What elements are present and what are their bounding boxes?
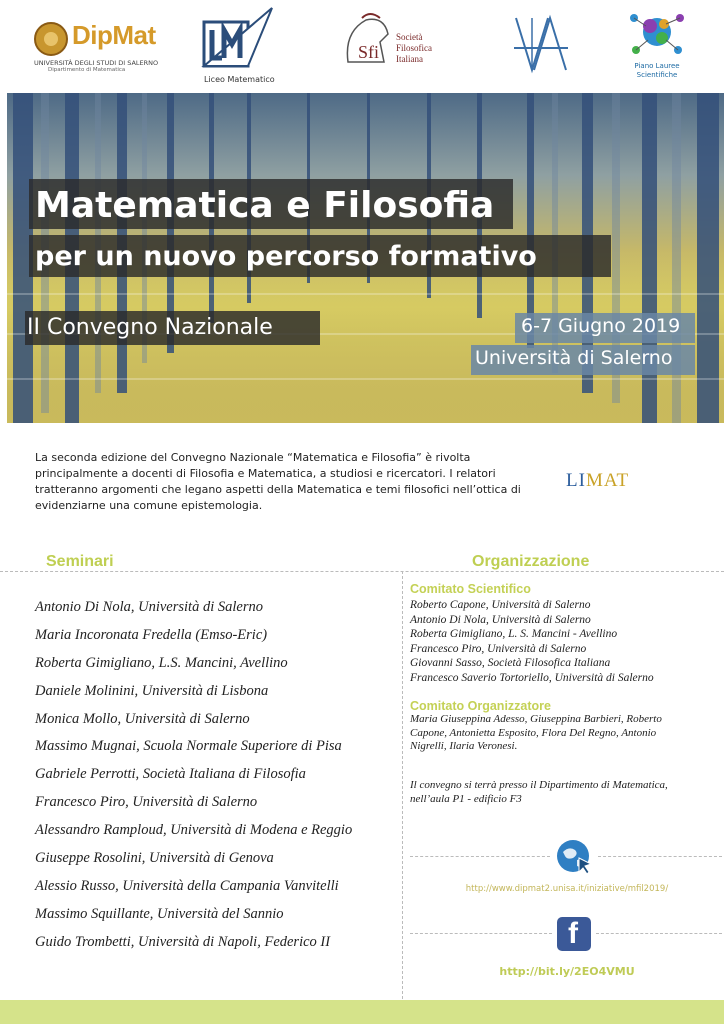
pls-line-2: Scientifiche <box>636 71 678 79</box>
list-item: Giuseppe Rosolini, Università di Genova <box>35 850 274 867</box>
dipmat-department: Dipartimento di Matematica <box>48 67 126 73</box>
list-item: Gabriele Perrotti, Società Italiana di Filosofia <box>35 766 306 783</box>
venue-note: Il convegno si terrà presso il Dipartimento di Matematica, nell’aula P1 - edificio F3 <box>410 779 668 805</box>
web-divider-right <box>598 856 722 857</box>
comitato-organizzatore-members: Maria Giuseppina Adesso, Giuseppina Barbieri, Roberto Capone, Antonietta Esposito, Flora Del Regno, Antonio Nigrelli, Ilaria Veronesi. <box>410 713 662 752</box>
sfi-helmet-icon <box>340 12 396 72</box>
pls-line-1: Piano Lauree <box>634 62 680 70</box>
pls-molecule-icon <box>626 8 688 60</box>
comitato-organizzatore-heading: Comitato Organizzatore <box>410 699 551 713</box>
university-seal-icon <box>34 22 68 56</box>
list-item: Guido Trombetti, Università di Napoli, Federico II <box>35 933 331 950</box>
list-item: Massimo Squillante, Università del Sannio <box>35 905 284 922</box>
sfi-line-2: Filosofica <box>396 43 432 53</box>
fb-divider-left <box>410 933 552 934</box>
conference-venue: Università di Salerno <box>475 347 673 369</box>
conference-edition: II Convegno Nazionale <box>27 315 273 340</box>
list-item: Giovanni Sasso, Società Filosofica Italiana <box>410 657 611 669</box>
list-item: Massimo Mugnai, Scuola Normale Superiore di Pisa <box>35 738 342 755</box>
liceo-caption: Liceo Matematico <box>204 75 275 84</box>
fb-divider-right <box>596 933 722 934</box>
logos-row <box>0 0 724 92</box>
va-logo <box>512 14 570 74</box>
sfi-logo <box>340 12 440 72</box>
limat-logo <box>566 470 629 492</box>
lm-emblem-icon <box>198 6 278 74</box>
globe-cursor-icon <box>555 838 593 876</box>
list-item: Antonio Di Nola, Università di Salerno <box>410 613 591 626</box>
hero-banner <box>7 93 724 423</box>
list-item: Alessandro Ramploud, Università di Modena e Reggio <box>35 822 353 839</box>
list-item: Roberto Capone, Università di Salerno <box>410 599 591 611</box>
list-item: Francesco Piro, Università di Salerno <box>35 794 258 811</box>
limat-part-2: MAT <box>585 470 630 491</box>
list-item: Roberta Gimigliano, L.S. Mancini, Avellino <box>35 654 288 671</box>
comitato-scientifico-heading: Comitato Scientifico <box>410 582 531 596</box>
dipmat-wordmark: DipMat <box>72 20 156 50</box>
va-mark-icon <box>512 14 570 74</box>
list-item: Maria Incoronata Fredella (Emso-Eric) <box>35 626 268 643</box>
sfi-line-3: Italiana <box>396 54 423 64</box>
dipmat-logo <box>34 20 159 73</box>
list-item: Francesco Saverio Tortoriello, Università di Salerno <box>410 671 654 684</box>
list-item: Francesco Piro, Università di Salerno <box>410 642 587 655</box>
facebook-link[interactable]: http://bit.ly/2EO4VMU <box>499 965 635 978</box>
svg-text:Sfi: Sfi <box>358 42 380 62</box>
web-divider-left <box>410 856 550 857</box>
conference-title: Matematica e Filosofia <box>35 185 495 226</box>
dipmat-university: UNIVERSITÀ DEGLI STUDI DI SALERNO <box>34 59 159 67</box>
list-item: Alessio Russo, Università della Campania Vanvitelli <box>35 877 339 894</box>
sfi-line-1: Società <box>396 32 423 42</box>
facebook-icon: f <box>557 917 591 951</box>
list-item: Antonio Di Nola, Università di Salerno <box>35 599 263 615</box>
list-item: Monica Mollo, Università di Salerno <box>35 710 250 727</box>
limat-part-1: LI <box>566 470 586 491</box>
seminari-heading: Seminari <box>46 553 114 570</box>
section-divider <box>0 571 724 572</box>
footer-bar <box>0 1000 724 1024</box>
comitato-scientifico-list <box>410 598 722 685</box>
list-item: Roberta Gimigliano, L. S. Mancini - Avellino <box>410 628 618 640</box>
conference-dates: 6-7 Giugno 2019 <box>521 315 681 337</box>
speakers-list <box>35 596 405 959</box>
organizzazione-heading: Organizzazione <box>472 553 590 570</box>
liceo-matematico-logo <box>198 6 278 86</box>
website-link[interactable]: http://www.dipmat2.unisa.it/iniziative/mfil2019/ <box>465 884 669 894</box>
list-item: Daniele Molinini, Università di Lisbona <box>35 682 269 699</box>
conference-subtitle: per un nuovo percorso formativo <box>35 241 537 272</box>
piano-lauree-logo <box>626 8 688 84</box>
intro-paragraph: La seconda edizione del Convegno Nazionale “Matematica e Filosofia” è rivolta principalmente a docenti di Filosofia e Matematica, a studiosi e ricercatori. I relatori tratteranno argomenti che legano aspetti della Matematica e temi filosofici nell’ottica di evidenziarne una comune epistemologia. <box>35 451 521 512</box>
